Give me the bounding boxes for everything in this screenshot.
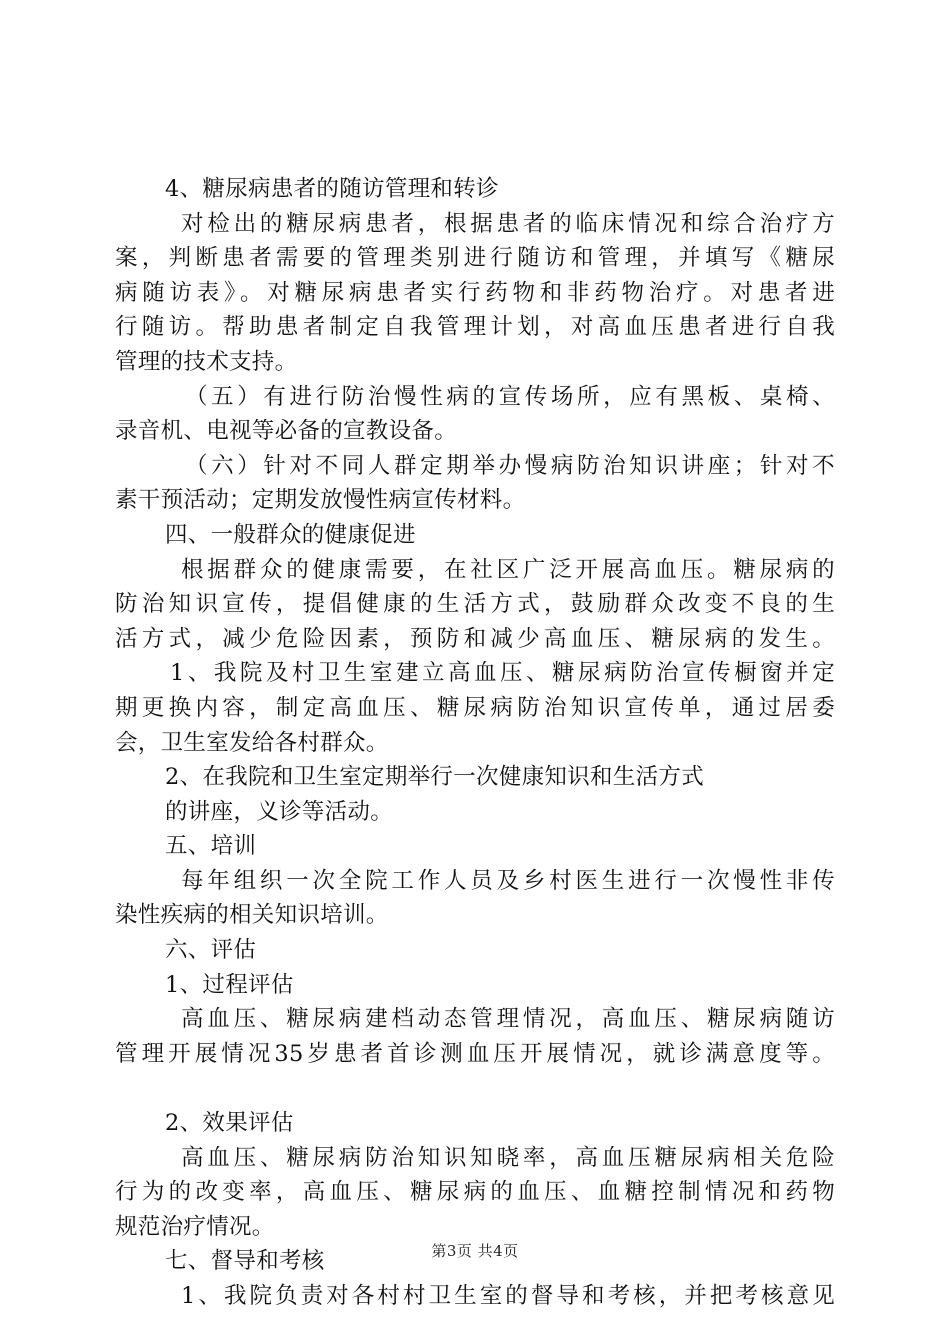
paragraph-line: 会，卫生室发给各村群众。: [115, 729, 389, 756]
subsection-heading: 2、效果评估: [165, 1110, 294, 1137]
paragraph-line: （六）针对不同人群定期举办慢病防治知识讲座；针对不: [185, 452, 835, 479]
paragraph-line: 每年组织一次全院工作人员及乡村医生进行一次慢性非传: [181, 867, 835, 894]
paragraph-line: 的讲座，义诊等活动。: [165, 798, 394, 825]
section-heading: 4、糖尿病患者的随访管理和转诊: [165, 176, 499, 202]
paragraph-line: 2、在我院和卫生室定期举行一次健康知识和生活方式: [165, 764, 705, 791]
paragraph-line: 录音机、电视等必备的宣教设备。: [115, 418, 458, 445]
paragraph-line: 根据群众的健康需要，在社区广泛开展高血压。糖尿病的: [181, 556, 835, 583]
paragraph-line: 案，判断患者需要的管理类别进行随访和管理，并填写《糖尿: [115, 245, 835, 272]
paragraph-line: 1、我院及村卫生室建立高血压、糖尿病防治宣传橱窗并定: [170, 660, 835, 687]
section-heading: 六、评估: [165, 937, 257, 964]
subsection-heading: 1、过程评估: [165, 971, 294, 998]
paragraph-line: 病随访表》。对糖尿病患者实行药物和非药物治疗。对患者进: [115, 279, 835, 306]
paragraph-line: 行为的改变率，高血压、糖尿病的血压、血糖控制情况和药物: [115, 1179, 835, 1206]
paragraph-line: 管理开展情况35岁患者首诊测血压开展情况，就诊满意度等。: [115, 1040, 835, 1067]
paragraph-line: 素干预活动；定期发放慢性病宣传材料。: [115, 487, 526, 514]
paragraph-line: 期更换内容，制定高血压、糖尿病防治知识宣传单，通过居委: [115, 694, 835, 721]
paragraph-line: 高血压、糖尿病建档动态管理情况，高血压、糖尿病随访: [181, 1006, 835, 1033]
paragraph-line: 规范治疗情况。: [115, 1213, 275, 1240]
paragraph-line: 行随访。帮助患者制定自我管理计划，对高血压患者进行自我: [115, 314, 835, 341]
section-heading: 四、一般群众的健康促进: [165, 521, 416, 548]
section-heading: 七、督导和考核: [165, 1248, 325, 1275]
paragraph-line: 高血压、糖尿病防治知识知晓率，高血压糖尿病相关危险: [181, 1144, 835, 1171]
document-body: [115, 172, 835, 1314]
page-footer: 第3页 共4页: [431, 1242, 519, 1260]
paragraph-line: 1、我院负责对各村村卫生室的督导和考核，并把考核意见: [181, 1283, 835, 1309]
paragraph-line: 染性疾病的相关知识培训。: [115, 902, 389, 929]
paragraph-line: 防治知识宣传，提倡健康的生活方式，鼓励群众改变不良的生: [115, 591, 835, 618]
paragraph-line: 对检出的糖尿病患者，根据患者的临床情况和综合治疗方: [181, 210, 835, 237]
paragraph-line: 管理的技术支持。: [115, 348, 298, 375]
section-heading: 五、培训: [165, 833, 257, 860]
paragraph-line: 活方式，减少危险因素，预防和减少高血压、糖尿病的发生。: [115, 625, 835, 652]
paragraph-line: （五）有进行防治慢性病的宣传场所，应有黑板、桌椅、: [185, 383, 835, 410]
blank-line: [115, 1071, 835, 1106]
